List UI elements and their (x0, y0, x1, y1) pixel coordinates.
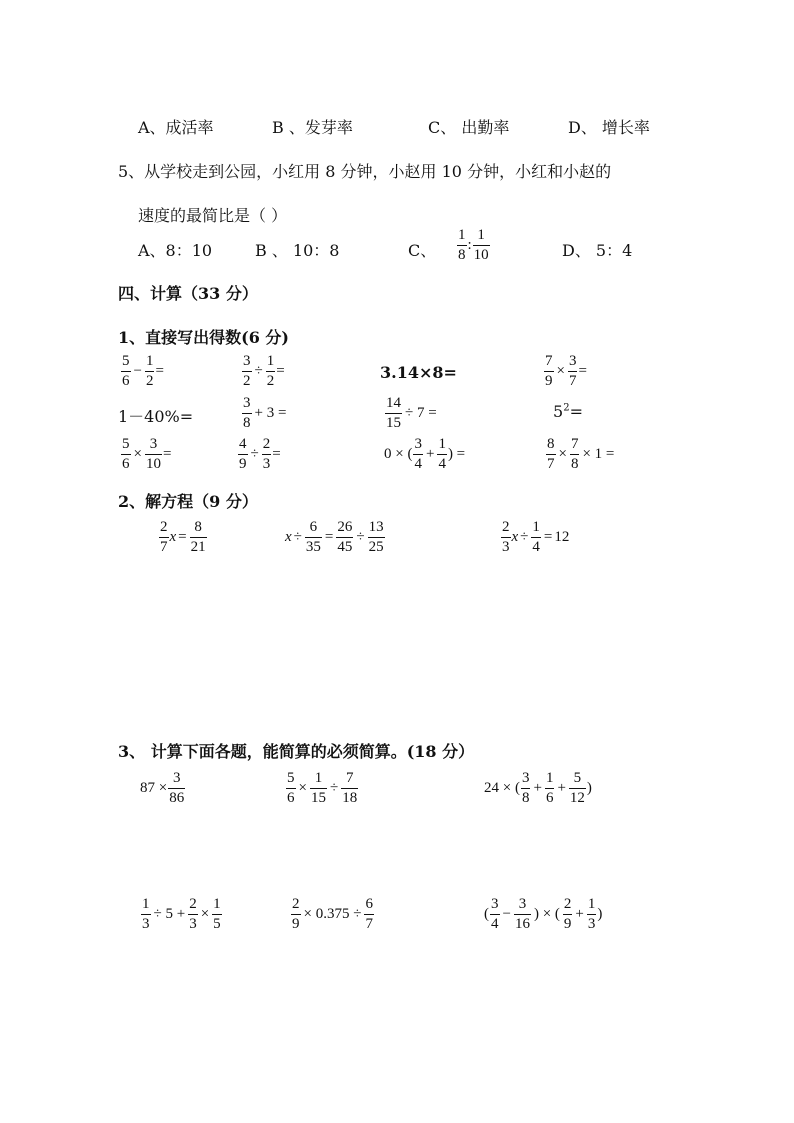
section4-title: 四、计算（33 分） (118, 284, 258, 303)
oral-r3c2: $\frac{4}{9}$ ÷ $\frac{2}{3}$ = (239, 436, 281, 472)
oral-r2c1: 1－40%= (118, 407, 194, 426)
calc-3: 24 × ( $\frac{3}{8}$ + $\frac{1}{6}$ + $\frac{5}{12}$ ) (484, 770, 592, 806)
calc-2: $\frac{5}{6}$ × $\frac{1}{15}$ ÷ $\frac{7}{18}$ (287, 770, 358, 806)
oral-r2c3: $\frac{14}{15}$ ÷ 7 = (386, 395, 437, 431)
q5-option-a: A、8：10 (138, 241, 213, 260)
oral-r2c2: $\frac{3}{8}$ + 3 = (243, 395, 287, 431)
q5-option-c-ratio: $\frac{1}{8}$ : $\frac{1}{10}$ (458, 227, 489, 263)
calc-5: $\frac{2}{9}$ × 0.375 ÷ $\frac{6}{7}$ (292, 896, 373, 932)
q5-option-c-label: C、 (408, 241, 437, 260)
calc-1: 87 × $\frac{3}{86}$ (140, 770, 185, 806)
calc-4: $\frac{1}{3}$ ÷ 5 + $\frac{2}{3}$ × $\frac{1}{5}$ (142, 896, 221, 932)
oral-r1c2: $\frac{3}{2}$ ÷ $\frac{1}{2}$ = (243, 353, 285, 389)
q4-option-b: B 、发芽率 (272, 118, 353, 137)
q5-option-d: D、 5：4 (562, 241, 633, 260)
q5-question-line2: 速度的最简比是（ ） (138, 206, 288, 225)
q4-option-c: C、 出勤率 (428, 118, 510, 137)
oral-r1c1: $\frac{5}{6}$ − $\frac{1}{2}$ = (122, 353, 164, 389)
oral-r3c4: $\frac{8}{7}$ × $\frac{7}{8}$ × 1 = (547, 436, 615, 472)
q4-option-a: A、成活率 (138, 118, 214, 137)
oral-r2c4: $5^2=$ (553, 402, 583, 421)
equation-3: $\frac{2}{3}$ x ÷ $\frac{1}{4}$ = 12 (502, 519, 570, 555)
part3-title: 3、 计算下面各题，能简算的必须简算。(18 分） (118, 742, 475, 761)
q4-option-d: D、 增长率 (568, 118, 650, 137)
oral-r3c1: $\frac{5}{6}$ × $\frac{3}{10}$ = (122, 436, 172, 472)
calc-6: ( $\frac{3}{4}$ − $\frac{3}{16}$ ) × ( $\frac{2}{9}$ + $\frac{1}{3}$ ) (484, 896, 603, 932)
part1-title: 1、直接写出得数(6 分) (118, 328, 289, 347)
q5-option-b: B 、 10：8 (255, 241, 340, 260)
oral-r1c3: 3.14×8= (380, 363, 457, 382)
equation-1: $\frac{2}{7}$ x = $\frac{8}{21}$ (160, 519, 206, 555)
q5-question-line1: 5、从学校走到公园，小红用 8 分钟，小赵用 10 分钟，小红和小赵的 (118, 162, 612, 181)
oral-r3c3: 0 × ( $\frac{3}{4}$ + $\frac{1}{4}$ ) = (384, 436, 466, 472)
equation-2: x ÷ $\frac{6}{35}$ = $\frac{26}{45}$ ÷ $\frac{13}{25}$ (285, 519, 384, 555)
part2-title: 2、解方程（9 分） (118, 492, 258, 511)
oral-r1c4: $\frac{7}{9}$ × $\frac{3}{7}$ = (545, 353, 587, 389)
